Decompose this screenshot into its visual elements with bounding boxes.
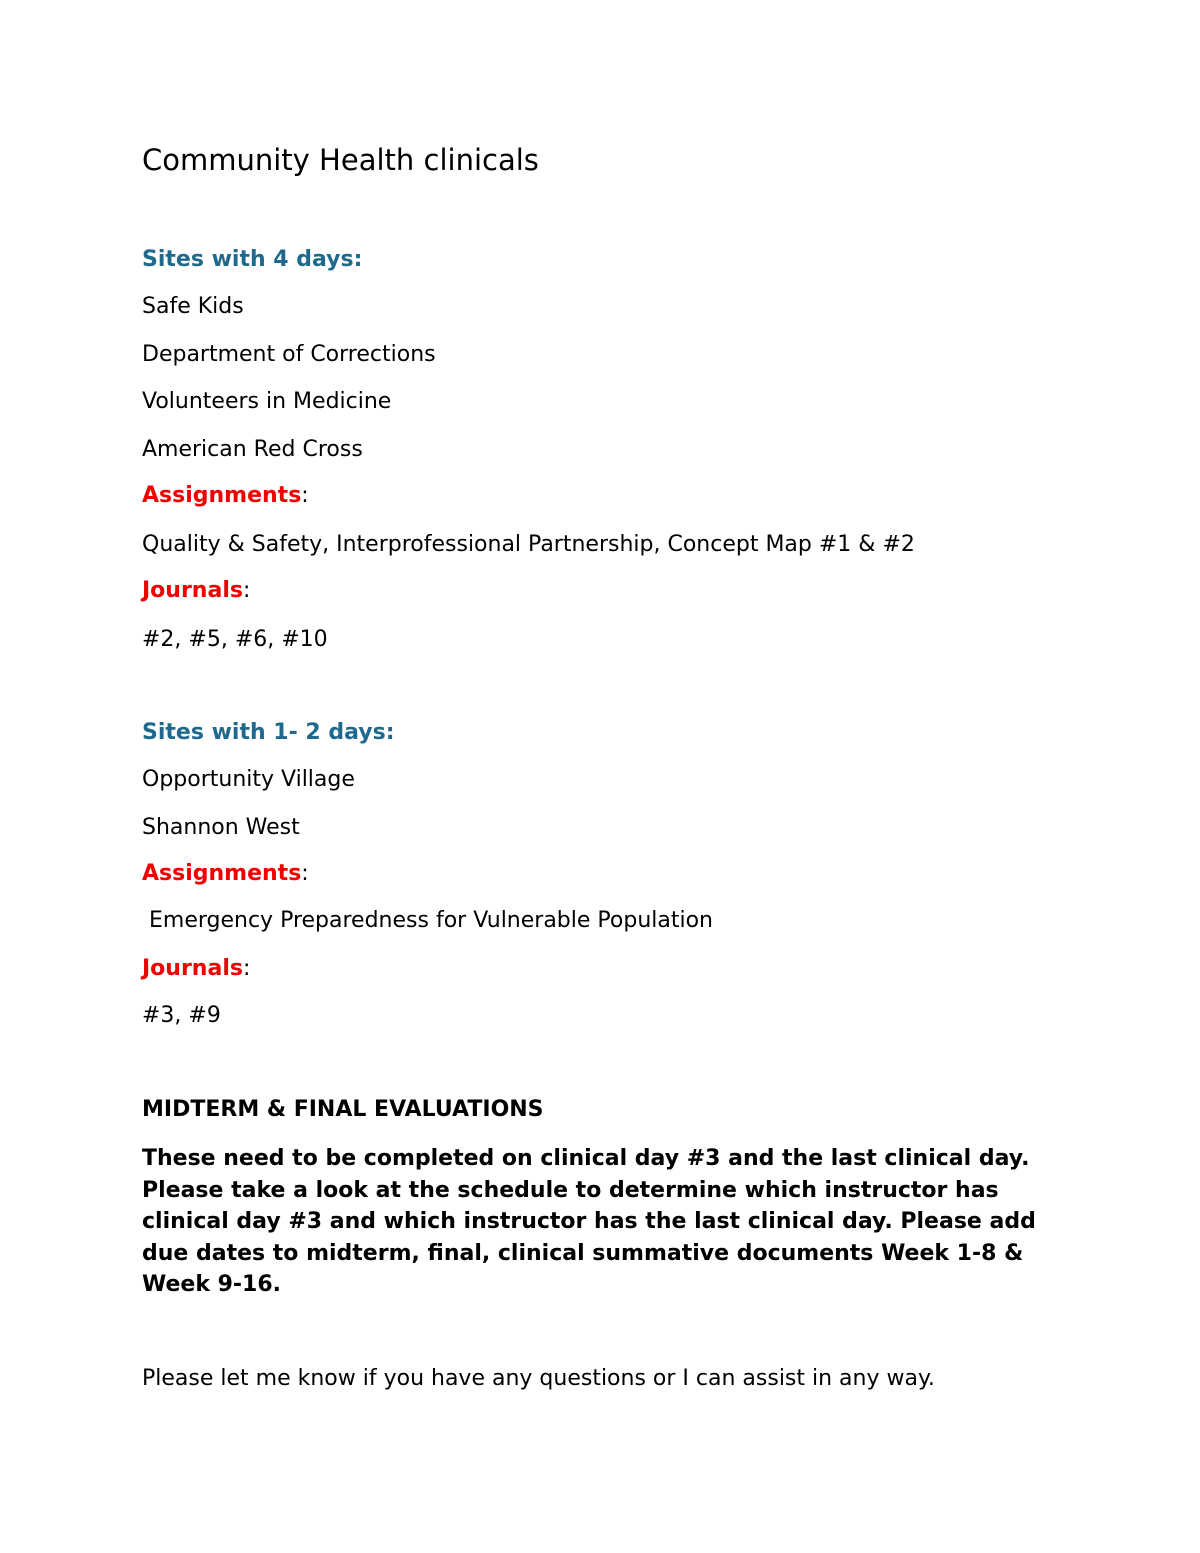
site-opportunity-village: Opportunity Village <box>142 767 355 792</box>
journals-label-row-4-days <box>142 577 250 605</box>
assignments-colon: : <box>301 861 309 886</box>
assignments-label: Assignments <box>142 861 302 886</box>
journals-colon: : <box>242 578 251 603</box>
evaluations-heading: MIDTERM & FINAL EVALUATIONS <box>142 1097 544 1122</box>
site-volunteers-in-medicine: Volunteers in Medicine <box>142 389 392 414</box>
assignments-text-4-days: Quality & Safety, Interprofessional Partnership, Concept Map #1 & #2 <box>142 532 915 557</box>
journals-text-1-2-days: #3, #9 <box>142 1003 221 1028</box>
section-heading-4-days: Sites with 4 days: <box>142 247 363 272</box>
evaluations-body: These need to be completed on clinical day #3 and the last clinical day. Please take a look at the schedule to determine which instructor has clinical day #3 and which instructor has the last clinical day. Please add due dates to midterm, final, clinical summative documents Week 1-8 & Week 9-16. <box>142 1146 1036 1297</box>
assignments-label-row-4-days <box>142 482 309 510</box>
journals-label: Journals <box>142 956 243 981</box>
site-safe-kids: Safe Kids <box>142 294 244 319</box>
assignments-text-1-2-days: Emergency Preparedness for Vulnerable Population <box>142 908 714 933</box>
journals-text-4-days: #2, #5, #6, #10 <box>142 627 328 652</box>
journals-label: Journals <box>142 578 243 603</box>
assignments-label: Assignments <box>142 483 302 508</box>
closing-note: Please let me know if you have any questions or I can assist in any way. <box>142 1366 935 1391</box>
journals-label-row-1-2-days <box>142 955 250 983</box>
document-title: Community Health clinicals <box>142 143 539 177</box>
site-department-of-corrections: Department of Corrections <box>142 342 436 367</box>
assignments-label-row-1-2-days <box>142 860 309 888</box>
section-heading-1-2-days: Sites with 1- 2 days: <box>142 720 395 745</box>
journals-colon: : <box>242 956 251 981</box>
site-american-red-cross: American Red Cross <box>142 437 363 462</box>
assignments-colon: : <box>301 483 309 508</box>
site-shannon-west: Shannon West <box>142 815 300 840</box>
